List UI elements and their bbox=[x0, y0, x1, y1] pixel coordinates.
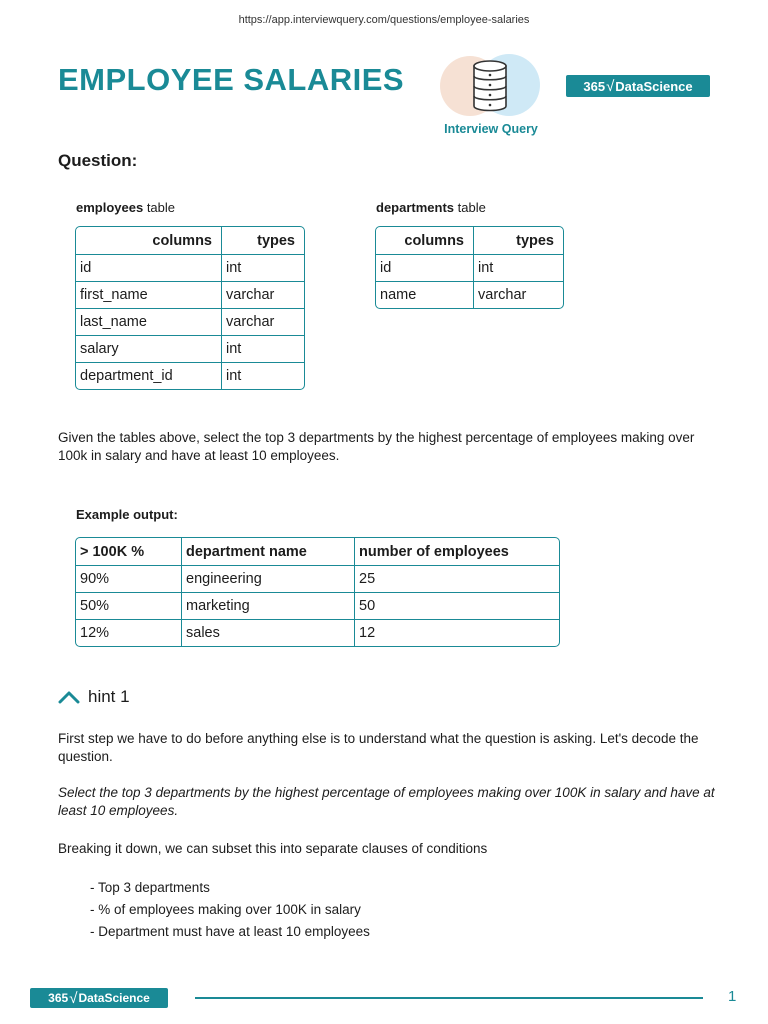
employees-table-caption bbox=[76, 200, 175, 215]
cell-column: id bbox=[76, 255, 222, 282]
hint-paragraph-1: First step we have to do before anything else is to understand what the question is asking. Let's decode the question. bbox=[58, 731, 699, 764]
cell-type: int bbox=[222, 255, 304, 282]
header-department-name: department name bbox=[182, 538, 355, 566]
table-row bbox=[76, 255, 304, 282]
table-row bbox=[76, 566, 559, 593]
cell-department: engineering bbox=[182, 566, 355, 593]
header-types: types bbox=[222, 227, 304, 255]
header-percent: > 100K % bbox=[76, 538, 182, 566]
cell-type: int bbox=[222, 336, 304, 363]
chevron-up-icon bbox=[58, 690, 80, 704]
cell-column: last_name bbox=[76, 309, 222, 336]
hint-paragraph-3: Breaking it down, we can subset this into separate clauses of conditions bbox=[58, 841, 488, 856]
condition-list bbox=[90, 877, 370, 943]
interview-query-logo bbox=[438, 52, 544, 142]
list-item: - Top 3 departments bbox=[90, 880, 210, 895]
cell-percent: 12% bbox=[76, 620, 182, 646]
brand-name: DataScience bbox=[615, 78, 693, 94]
cell-count: 25 bbox=[355, 566, 559, 593]
table-row bbox=[76, 336, 304, 363]
table-header-row bbox=[76, 227, 304, 255]
table-row bbox=[376, 255, 563, 282]
cell-count: 50 bbox=[355, 593, 559, 620]
database-icon bbox=[470, 58, 510, 114]
cell-type: varchar bbox=[222, 309, 304, 336]
cell-department: sales bbox=[182, 620, 355, 646]
table-row bbox=[76, 593, 559, 620]
cell-count: 12 bbox=[359, 625, 376, 641]
header-number-of-employees: number of employees bbox=[355, 538, 559, 566]
cell-column: id bbox=[376, 255, 474, 282]
page-url: https://app.interviewquery.com/questions/employee-salaries bbox=[238, 14, 530, 26]
datascience-badge-footer bbox=[30, 988, 168, 1008]
table-row bbox=[76, 363, 304, 389]
table-row bbox=[376, 282, 563, 308]
header-types: types bbox=[474, 227, 563, 255]
datascience-badge-top bbox=[566, 75, 710, 97]
question-heading: Question: bbox=[58, 151, 138, 170]
cell-column: salary bbox=[76, 336, 222, 363]
departments-caption-bold: departments bbox=[376, 200, 455, 215]
table-header-row bbox=[376, 227, 563, 255]
cell-type: int bbox=[474, 255, 563, 282]
list-item: - Department must have at least 10 employees bbox=[90, 924, 370, 939]
cell-column: first_name bbox=[76, 282, 222, 309]
table-row bbox=[76, 282, 304, 309]
header-columns: columns bbox=[76, 227, 222, 255]
cell-percent: 50% bbox=[76, 593, 182, 620]
hint-paragraph-2: Select the top 3 departments by the highest percentage of employees making over 100K in salary and have at least 10 employees. bbox=[58, 785, 715, 818]
hint-title: hint 1 bbox=[88, 687, 130, 706]
cell-column: name bbox=[376, 282, 474, 308]
page-number: 1 bbox=[728, 988, 737, 1005]
footer-divider bbox=[195, 997, 703, 999]
brand-prefix: 365 bbox=[583, 78, 606, 94]
departments-caption-rest: table bbox=[454, 200, 486, 215]
departments-table bbox=[375, 226, 564, 309]
cell-type: varchar bbox=[478, 287, 527, 303]
logo-text: Interview Query bbox=[444, 122, 538, 136]
sqrt-icon: √ bbox=[606, 77, 615, 95]
list-item: - % of employees making over 100K in salary bbox=[90, 902, 361, 917]
cell-column: department_id bbox=[76, 363, 222, 389]
table-row bbox=[76, 620, 559, 646]
page-title: EMPLOYEE SALARIES bbox=[58, 62, 405, 97]
example-output-label: Example output: bbox=[76, 507, 178, 522]
cell-type: varchar bbox=[222, 282, 304, 309]
employees-caption-bold: employees bbox=[76, 200, 144, 215]
employees-caption-rest: table bbox=[143, 200, 176, 215]
departments-table-caption bbox=[376, 200, 486, 215]
cell-department: marketing bbox=[182, 593, 355, 620]
table-header-row bbox=[76, 538, 559, 566]
example-output-table bbox=[75, 537, 560, 647]
cell-percent: 90% bbox=[76, 566, 182, 593]
cell-type: int bbox=[226, 368, 242, 384]
table-row bbox=[76, 309, 304, 336]
employees-table bbox=[75, 226, 305, 390]
brand-prefix: 365 bbox=[48, 991, 69, 1005]
sqrt-icon: √ bbox=[69, 989, 78, 1007]
brand-name: DataScience bbox=[78, 991, 150, 1005]
header-columns: columns bbox=[376, 227, 474, 255]
question-text: Given the tables above, select the top 3 departments by the highest percentage of employees making over 100k in salary and have at least 10 employees. bbox=[58, 430, 695, 463]
hint-toggle[interactable] bbox=[58, 687, 130, 707]
